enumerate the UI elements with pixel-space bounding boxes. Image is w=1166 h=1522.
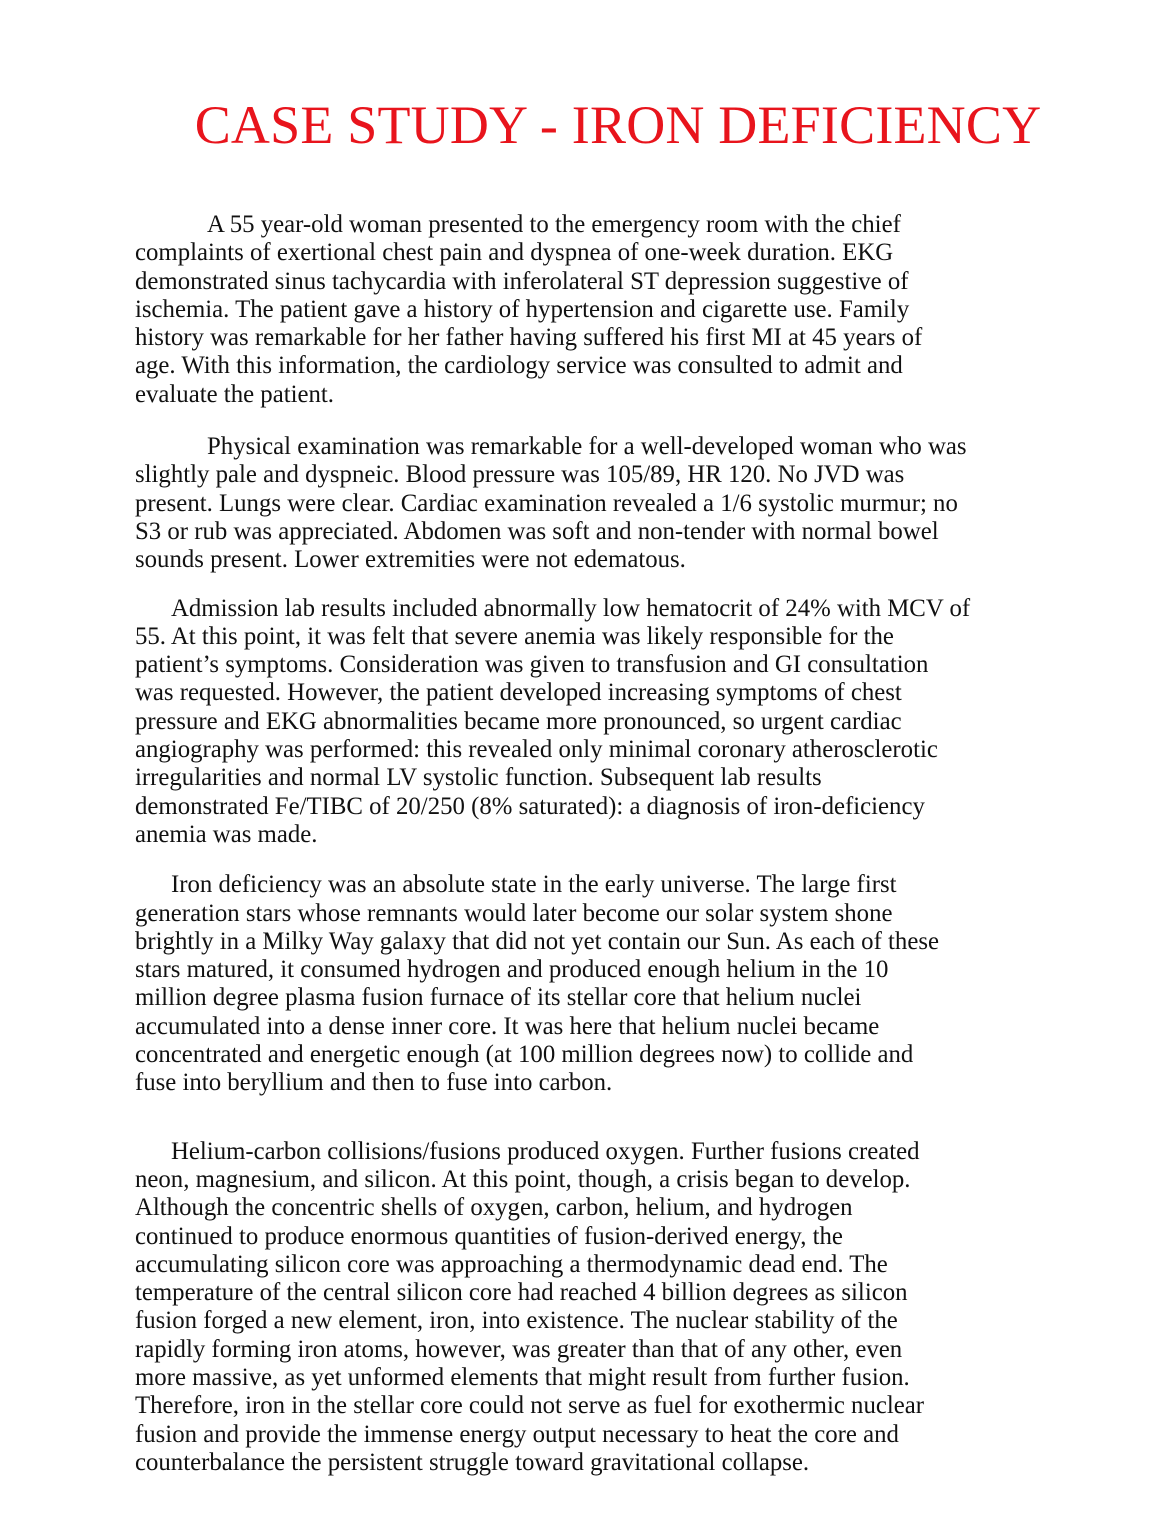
paragraph-line: Physical examination was remarkable for a well-developed woman who was <box>207 433 967 461</box>
paragraph-line: continued to produce enormous quantities of fusion-derived energy, the <box>135 1222 843 1250</box>
paragraph-line: demonstrated Fe/TIBC of 20/250 (8% saturated): a diagnosis of iron-deficiency <box>135 792 925 820</box>
paragraph-line: anemia was made. <box>135 820 318 848</box>
paragraph-presentation <box>135 211 1105 409</box>
paragraph-line: demonstrated sinus tachycardia with inferolateral ST depression suggestive of <box>135 267 909 295</box>
paragraph-line: 55. At this point, it was felt that severe anemia was likely responsible for the <box>135 622 894 650</box>
paragraph-line: accumulated into a dense inner core. It was here that helium nuclei became <box>135 1012 880 1040</box>
paragraph-line: Helium-carbon collisions/fusions produced oxygen. Further fusions created <box>171 1137 920 1165</box>
paragraph-stellar-fusion <box>135 1138 1105 1478</box>
paragraph-line: age. With this information, the cardiology service was consulted to admit and <box>135 352 903 380</box>
paragraph-line: temperature of the central silicon core had reached 4 billion degrees as silicon <box>135 1279 908 1307</box>
paragraph-line: S3 or rub was appreciated. Abdomen was soft and non-tender with normal bowel <box>135 517 939 545</box>
paragraph-line: present. Lungs were clear. Cardiac examination revealed a 1/6 systolic murmur; no <box>135 489 958 517</box>
paragraph-line: neon, magnesium, and silicon. At this point, though, a crisis began to develop. <box>135 1165 911 1193</box>
paragraph-line: irregularities and normal LV systolic function. Subsequent lab results <box>135 764 822 792</box>
paragraph-line: complaints of exertional chest pain and dyspnea of one-week duration. EKG <box>135 239 894 267</box>
paragraph-line: Therefore, iron in the stellar core could not serve as fuel for exothermic nuclear <box>135 1392 925 1420</box>
paragraph-line: concentrated and energetic enough (at 100 million degrees now) to collide and <box>135 1041 914 1069</box>
paragraph-physical-exam <box>135 433 1105 574</box>
paragraph-early-universe <box>135 871 1105 1097</box>
paragraph-line: evaluate the patient. <box>135 380 334 408</box>
paragraph-line: angiography was performed: this revealed only minimal coronary atherosclerotic <box>135 736 938 764</box>
paragraph-line: slightly pale and dyspneic. Blood pressure was 105/89, HR 120. No JVD was <box>135 461 905 489</box>
paragraph-line: rapidly forming iron atoms, however, was greater than that of any other, even <box>135 1335 903 1363</box>
paragraph-admission-labs <box>135 595 1105 850</box>
paragraph-line: brightly in a Milky Way galaxy that did not yet contain our Sun. As each of these <box>135 927 939 955</box>
paragraph-line: accumulating silicon core was approaching a thermodynamic dead end. The <box>135 1250 888 1278</box>
paragraph-line: million degree plasma fusion furnace of its stellar core that helium nuclei <box>135 984 862 1012</box>
paragraph-line: Iron deficiency was an absolute state in the early universe. The large first <box>171 871 897 899</box>
paragraph-line: patient’s symptoms. Consideration was given to transfusion and GI consultation <box>135 651 929 679</box>
paragraph-line: fuse into beryllium and then to fuse into carbon. <box>135 1069 613 1097</box>
paragraph-line: ischemia. The patient gave a history of hypertension and cigarette use. Family <box>135 295 910 323</box>
paragraph-line: fusion and provide the immense energy output necessary to heat the core and <box>135 1420 899 1448</box>
paragraph-line: more massive, as yet unformed elements that might result from further fusion. <box>135 1363 910 1391</box>
paragraph-line: pressure and EKG abnormalities became more pronounced, so urgent cardiac <box>135 707 902 735</box>
paragraph-line: A 55 year-old woman presented to the emergency room with the chief <box>207 211 901 238</box>
paragraph-line: history was remarkable for her father having suffered his first MI at 45 years of <box>135 324 923 352</box>
document-body <box>135 211 1105 1477</box>
document-title: CASE STUDY - IRON DEFICIENCY <box>194 95 1042 155</box>
paragraph-line: stars matured, it consumed hydrogen and produced enough helium in the 10 <box>135 956 889 984</box>
paragraph-line: sounds present. Lower extremities were not edematous. <box>135 546 686 574</box>
paragraph-line: Although the concentric shells of oxygen, carbon, helium, and hydrogen <box>135 1194 853 1222</box>
paragraph-line: was requested. However, the patient developed increasing symptoms of chest <box>135 679 902 707</box>
paragraph-line: generation stars whose remnants would later become our solar system shone <box>135 899 893 927</box>
paragraph-line: fusion forged a new element, iron, into existence. The nuclear stability of the <box>135 1307 898 1335</box>
paragraph-line: Admission lab results included abnormally low hematocrit of 24% with MCV of <box>171 594 971 622</box>
paragraph-line: counterbalance the persistent struggle toward gravitational collapse. <box>135 1448 810 1476</box>
